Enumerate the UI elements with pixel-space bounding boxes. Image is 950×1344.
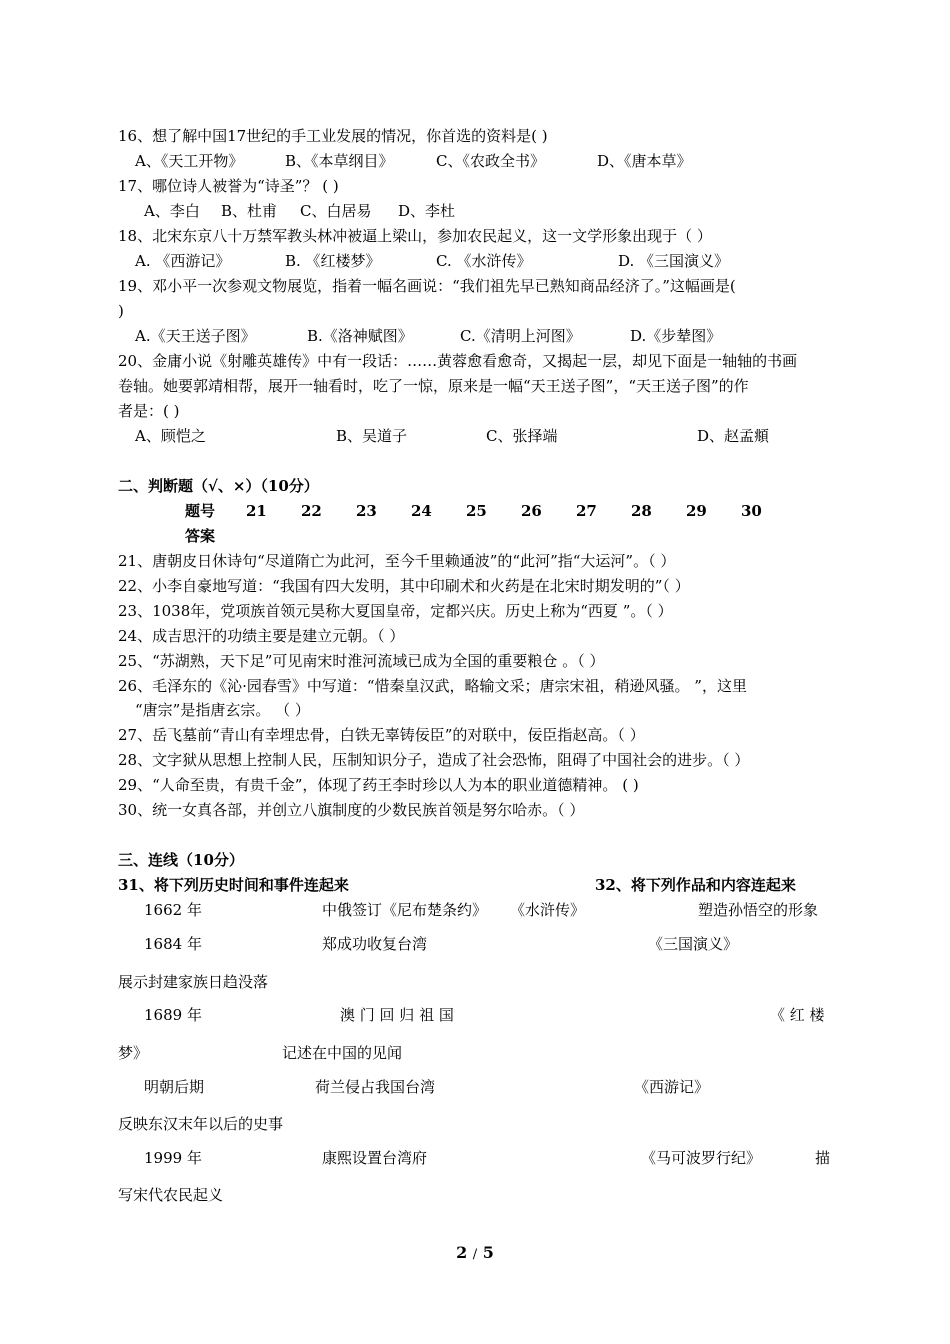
match-work: 《马可波罗行纪》 [641, 1149, 762, 1167]
q17-stem: 17、哪位诗人被誉为“诗圣”？ ( ) [118, 177, 339, 195]
match-work: 《水浒传》 [510, 901, 586, 919]
q18-option-b: B. 《红楼梦》 [285, 252, 381, 270]
q20-option-c: C、张择端 [486, 427, 558, 445]
page-number [0, 1243, 950, 1262]
q18-stem: 18、北宋东京八十万禁军教头林冲被逼上梁山，参加农民起义，这一文学形象出现于（ ） [118, 227, 712, 245]
judge-item-25: 25、“苏湖熟，天下足”可见南宋时淮河流域已成为全国的重要粮仓 。（ ） [118, 652, 605, 670]
match-time: 1689 年 [144, 1006, 202, 1024]
q16-option-a: A、《天工开物》 [135, 152, 244, 170]
judge-item-30: 30、统一女真各部，并创立八旗制度的少数民族首领是努尔哈赤。（ ） [118, 801, 585, 819]
judge-item-24: 24、成吉思汗的功绩主要是建立元朝。（ ） [118, 627, 405, 645]
match-content: 展示封建家族日趋没落 [118, 973, 269, 991]
judge-item-23: 23、1038年，党项族首领元昊称大夏国皇帝，定都兴庆。历史上称为“西夏 ”。（ ） [118, 602, 673, 620]
answer-table-header-label: 题号 [185, 502, 216, 520]
match-event: 中俄签订《尼布楚条约》 [322, 901, 488, 919]
answer-table-number: 30 [741, 502, 762, 520]
answer-table-number: 23 [356, 502, 377, 520]
q17-option-a: A、李白 [144, 202, 200, 220]
judge-item-26-line2: “唐宗”是指唐玄宗。 （ ） [135, 701, 310, 719]
match-time: 1999 年 [144, 1149, 202, 1167]
q18-option-c: C. 《水浒传》 [436, 252, 532, 270]
q19-stem-line2: ) [118, 302, 124, 320]
match-work-continued: 梦》 [118, 1044, 149, 1062]
match-content: 塑造孙悟空的形象 [698, 901, 819, 919]
judge-item-26-line1: 26、毛泽东的《沁·园春雪》中写道：“惜秦皇汉武，略输文采；唐宗宋祖，稍逊风骚。 ”，这里 [118, 677, 747, 695]
match-content: 描 [815, 1149, 831, 1167]
match-time: 明朝后期 [144, 1078, 205, 1096]
q17-option-d: D、李杜 [398, 202, 456, 220]
judge-item-22: 22、小李自豪地写道：“我国有四大发明，其中印刷术和火药是在北宋时期发明的”（ ） [118, 577, 690, 595]
q17-option-b: B、杜甫 [221, 202, 278, 220]
page-current: 2 [456, 1243, 468, 1262]
section2-title: 二、判断题（√、×）（10分） [118, 477, 319, 495]
q19-stem-line1: 19、邓小平一次参观文物展览，指着一幅名画说：“我们祖先早已熟知商品经济了。”这幅画是( [118, 277, 736, 295]
judge-item-29: 29、“人命至贵，有贵千金”，体现了药王李时珍以人为本的职业道德精神。 ( ) [118, 776, 639, 794]
q16-option-c: C、《农政全书》 [436, 152, 545, 170]
q19-option-b: B.《洛神赋图》 [307, 327, 413, 345]
match-work: 《三国演义》 [648, 935, 739, 953]
match-event: 荷兰侵占我国台湾 [315, 1078, 436, 1096]
q20-stem-line2: 卷轴。她要郭靖相帮，展开一轴看时，吃了一惊，原来是一幅“天王送子图”，“天王送子图”的作 [118, 377, 749, 395]
answer-table-number: 25 [466, 502, 487, 520]
match-time: 1684 年 [144, 935, 202, 953]
page-total: 5 [482, 1243, 494, 1262]
q19-option-c: C.《清明上河图》 [460, 327, 581, 345]
q20-stem-line3: 者是：( ) [118, 402, 180, 420]
judge-item-21: 21、唐朝皮日休诗句“尽道隋亡为此河，至今千里赖通波”的“此河”指“大运河”。（ ） [118, 552, 676, 570]
q19-option-d: D.《步辇图》 [630, 327, 722, 345]
q16-stem: 16、想了解中国17世纪的手工业发展的情况，你首选的资料是( ) [118, 127, 548, 145]
q20-option-d: D、赵孟頫 [697, 427, 770, 445]
q16-option-b: B、《本草纲目》 [285, 152, 394, 170]
section3-title: 三、连线（10分） [118, 851, 244, 869]
answer-table-number: 28 [631, 502, 652, 520]
q18-option-a: A. 《西游记》 [135, 252, 231, 270]
match-time: 1662 年 [144, 901, 202, 919]
q17-option-c: C、白居易 [300, 202, 372, 220]
match-event: 康熙设置台湾府 [322, 1149, 428, 1167]
match-content: 反映东汉末年以后的史事 [118, 1115, 284, 1133]
match-event: 郑成功收复台湾 [322, 935, 428, 953]
q20-stem-line1: 20、金庸小说《射雕英雄传》中有一段话：……黄蓉愈看愈奇，又揭起一层，却见下面是一轴轴的书画 [118, 352, 798, 370]
match-event: 澳 门 回 归 祖 国 [340, 1006, 454, 1024]
answer-table-number: 22 [301, 502, 322, 520]
q20-option-a: A、顾恺之 [135, 427, 206, 445]
q20-option-b: B、吴道子 [336, 427, 408, 445]
q32-instruction: 32、将下列作品和内容连起来 [595, 876, 796, 894]
answer-table-number: 27 [576, 502, 597, 520]
answer-table-number: 24 [411, 502, 432, 520]
q19-option-a: A.《天王送子图》 [135, 327, 256, 345]
q16-option-d: D、《唐本草》 [597, 152, 692, 170]
q18-option-d: D. 《三国演义》 [618, 252, 730, 270]
judge-item-27: 27、岳飞墓前“青山有幸埋忠骨，白铁无辜铸佞臣”的对联中，佞臣指赵高。（ ） [118, 726, 645, 744]
q31-instruction: 31、将下列历史时间和事件连起来 [118, 876, 349, 894]
match-content: 记述在中国的见闻 [282, 1044, 403, 1062]
match-work: 《 红 楼 [770, 1006, 825, 1024]
match-content-continued: 写宋代农民起义 [118, 1186, 224, 1204]
answer-table-number: 21 [246, 502, 267, 520]
answer-table-answer-label: 答案 [185, 527, 216, 545]
page-separator: / [472, 1247, 478, 1262]
match-work: 《西游记》 [634, 1078, 710, 1096]
judge-item-28: 28、文字狱从思想上控制人民，压制知识分子，造成了社会恐怖，阻碍了中国社会的进步。（ ） [118, 751, 750, 769]
answer-table-number: 26 [521, 502, 542, 520]
answer-table-number: 29 [686, 502, 707, 520]
